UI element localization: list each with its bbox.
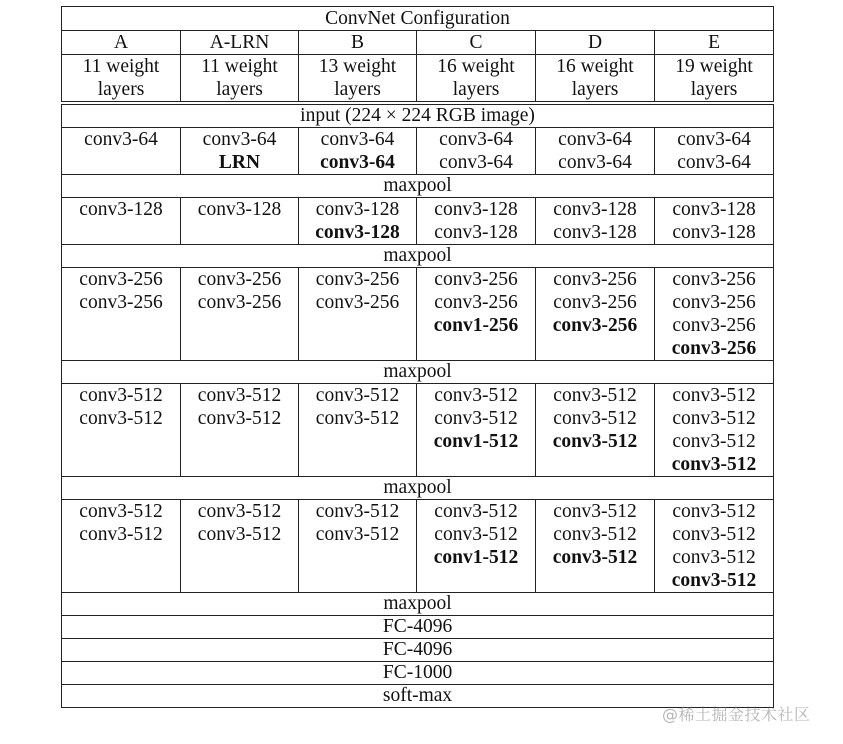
layer-label: conv3-64 — [439, 152, 513, 173]
layer-label: conv1-256 — [433, 315, 519, 336]
fc-label: FC-4096 — [62, 616, 774, 639]
depth-unit: layers — [690, 79, 738, 100]
layer-label: conv3-512 — [197, 385, 282, 406]
conv-cell-a-lrn — [181, 268, 299, 361]
layer-label: conv3-512 — [672, 408, 756, 429]
layer-label: conv3-512 — [553, 385, 637, 406]
maxpool-label: maxpool — [62, 245, 774, 268]
layer-label: conv3-512 — [672, 431, 756, 452]
depth-cell-a — [62, 55, 181, 102]
conv-block-row — [62, 268, 774, 361]
depth-cell-d — [536, 55, 655, 102]
conv-block-row — [62, 128, 774, 175]
depth-cell-c — [417, 55, 536, 102]
layer-label: conv3-256 — [434, 292, 518, 313]
maxpool-row — [62, 593, 774, 616]
conv-cell-e — [655, 198, 774, 245]
conv-cell-a-lrn — [181, 128, 299, 175]
layer-label: conv3-128 — [553, 222, 637, 243]
layer-label: conv3-128 — [197, 199, 282, 220]
depth-count: 16 weight — [437, 56, 515, 77]
layer-label: conv3-512 — [197, 524, 282, 545]
layer-label: conv3-64 — [84, 129, 158, 150]
layer-label: conv3-512 — [434, 408, 518, 429]
fc-row — [62, 639, 774, 662]
layer-label: conv3-256 — [553, 269, 637, 290]
conv-cell-d — [536, 500, 655, 593]
column-header-e: E — [655, 31, 774, 55]
layer-label: conv3-512 — [672, 385, 756, 406]
depth-count: 11 weight — [201, 56, 278, 77]
layer-label: conv3-256 — [197, 292, 282, 313]
maxpool-row — [62, 361, 774, 384]
conv-block-row — [62, 198, 774, 245]
conv-cell-c — [417, 384, 536, 477]
conv-cell-b — [299, 384, 417, 477]
conv-cell-a — [62, 500, 181, 593]
column-header-row — [62, 31, 774, 55]
layer-label: conv3-512 — [671, 570, 757, 591]
maxpool-row — [62, 175, 774, 198]
conv-cell-c — [417, 500, 536, 593]
depth-cell-a-lrn — [181, 55, 299, 102]
layer-label: conv3-512 — [553, 524, 637, 545]
layer-label: conv3-512 — [315, 385, 400, 406]
column-header-b: B — [299, 31, 417, 55]
layer-label: conv3-512 — [434, 524, 518, 545]
conv-cell-a-lrn — [181, 384, 299, 477]
layer-label: conv3-256 — [553, 292, 637, 313]
layer-label: conv3-64 — [677, 129, 751, 150]
layer-label: conv3-128 — [315, 222, 400, 243]
depth-unit: layers — [334, 79, 381, 100]
conv-cell-d — [536, 198, 655, 245]
conv-cell-e — [655, 500, 774, 593]
depth-cell-e — [655, 55, 774, 102]
convnet-config-table-wrap — [61, 6, 773, 708]
depth-row — [62, 55, 774, 102]
conv-cell-d — [536, 384, 655, 477]
layer-label: conv3-512 — [434, 501, 518, 522]
layer-label: conv3-512 — [553, 501, 637, 522]
layer-label: conv3-64 — [677, 152, 751, 173]
maxpool-label: maxpool — [62, 593, 774, 616]
conv-cell-a — [62, 268, 181, 361]
depth-count: 11 weight — [82, 56, 160, 77]
conv-cell-e — [655, 128, 774, 175]
convnet-config-table — [61, 6, 774, 708]
maxpool-label: maxpool — [62, 477, 774, 500]
layer-label: conv3-512 — [197, 408, 282, 429]
layer-label: conv3-512 — [197, 501, 282, 522]
conv-cell-c — [417, 198, 536, 245]
layer-label: conv3-128 — [434, 222, 518, 243]
column-header-a: A — [62, 31, 181, 55]
conv-cell-e — [655, 268, 774, 361]
layer-label: conv3-512 — [79, 385, 163, 406]
layer-label: conv3-512 — [552, 431, 638, 452]
maxpool-label: maxpool — [62, 175, 774, 198]
input-label: input (224 × 224 RGB image) — [62, 105, 774, 128]
column-header-c: C — [417, 31, 536, 55]
layer-label: LRN — [218, 152, 261, 173]
layer-label: conv3-128 — [672, 222, 756, 243]
softmax-label: soft-max — [62, 685, 774, 708]
fc-label: FC-4096 — [62, 639, 774, 662]
depth-unit: layers — [216, 79, 263, 100]
input-row — [62, 105, 774, 128]
layer-label: conv3-256 — [315, 269, 400, 290]
maxpool-label: maxpool — [62, 361, 774, 384]
layer-label: conv3-64 — [320, 152, 395, 173]
layer-label: conv3-512 — [79, 524, 163, 545]
layer-label: conv3-64 — [439, 129, 513, 150]
layer-label: conv3-512 — [552, 547, 638, 568]
conv-cell-b — [299, 128, 417, 175]
maxpool-row — [62, 477, 774, 500]
conv-cell-a-lrn — [181, 500, 299, 593]
layer-label: conv3-256 — [434, 269, 518, 290]
depth-unit: layers — [452, 79, 500, 100]
conv-cell-b — [299, 500, 417, 593]
layer-label: conv1-512 — [433, 547, 519, 568]
table-title: ConvNet Configuration — [62, 7, 774, 31]
layer-label: conv3-64 — [320, 129, 395, 150]
conv-block-row — [62, 500, 774, 593]
depth-cell-b — [299, 55, 417, 102]
layer-label: conv3-128 — [672, 199, 756, 220]
layer-label: conv3-128 — [315, 199, 400, 220]
conv-cell-c — [417, 128, 536, 175]
layer-label: conv3-512 — [315, 408, 400, 429]
conv-cell-d — [536, 128, 655, 175]
conv-cell-a — [62, 384, 181, 477]
layer-label: conv3-256 — [671, 338, 757, 359]
layer-label: conv3-256 — [79, 269, 163, 290]
layer-label: conv3-64 — [202, 129, 277, 150]
layer-label: conv3-256 — [552, 315, 638, 336]
conv-block-row — [62, 384, 774, 477]
conv-cell-c — [417, 268, 536, 361]
layer-label: conv3-256 — [672, 292, 756, 313]
table-body — [62, 105, 774, 708]
layer-label: conv3-128 — [553, 199, 637, 220]
maxpool-row — [62, 245, 774, 268]
column-header-d: D — [536, 31, 655, 55]
conv-cell-a — [62, 198, 181, 245]
depth-unit: layers — [571, 79, 619, 100]
layer-label: conv3-256 — [672, 269, 756, 290]
column-header-a-lrn: A-LRN — [181, 31, 299, 55]
fc-row — [62, 662, 774, 685]
fc-row — [62, 616, 774, 639]
layer-label: conv3-512 — [315, 524, 400, 545]
conv-cell-e — [655, 384, 774, 477]
layer-label: conv3-512 — [672, 524, 756, 545]
layer-label: conv3-512 — [79, 408, 163, 429]
layer-label: conv3-256 — [672, 315, 756, 336]
depth-count: 16 weight — [556, 56, 634, 77]
depth-count: 19 weight — [675, 56, 753, 77]
layer-label: conv3-512 — [315, 501, 400, 522]
watermark: @稀土掘金技术社区 — [662, 705, 811, 724]
layer-label: conv3-64 — [558, 129, 632, 150]
conv-cell-b — [299, 268, 417, 361]
fc-label: FC-1000 — [62, 662, 774, 685]
layer-label: conv3-64 — [558, 152, 632, 173]
conv-cell-d — [536, 268, 655, 361]
conv-cell-a — [62, 128, 181, 175]
layer-label: conv3-512 — [672, 501, 756, 522]
depth-count: 13 weight — [318, 56, 397, 77]
layer-label: conv3-512 — [434, 385, 518, 406]
conv-cell-b — [299, 198, 417, 245]
conv-cell-a-lrn — [181, 198, 299, 245]
layer-label: conv3-128 — [79, 199, 163, 220]
layer-label: conv3-256 — [197, 269, 282, 290]
layer-label: conv3-512 — [79, 501, 163, 522]
layer-label: conv1-512 — [433, 431, 519, 452]
depth-unit: layers — [97, 79, 145, 100]
layer-label: conv3-512 — [671, 454, 757, 475]
layer-label: conv3-256 — [315, 292, 400, 313]
layer-label: conv3-512 — [553, 408, 637, 429]
layer-label: conv3-128 — [434, 199, 518, 220]
layer-label: conv3-512 — [672, 547, 756, 568]
layer-label: conv3-256 — [79, 292, 163, 313]
